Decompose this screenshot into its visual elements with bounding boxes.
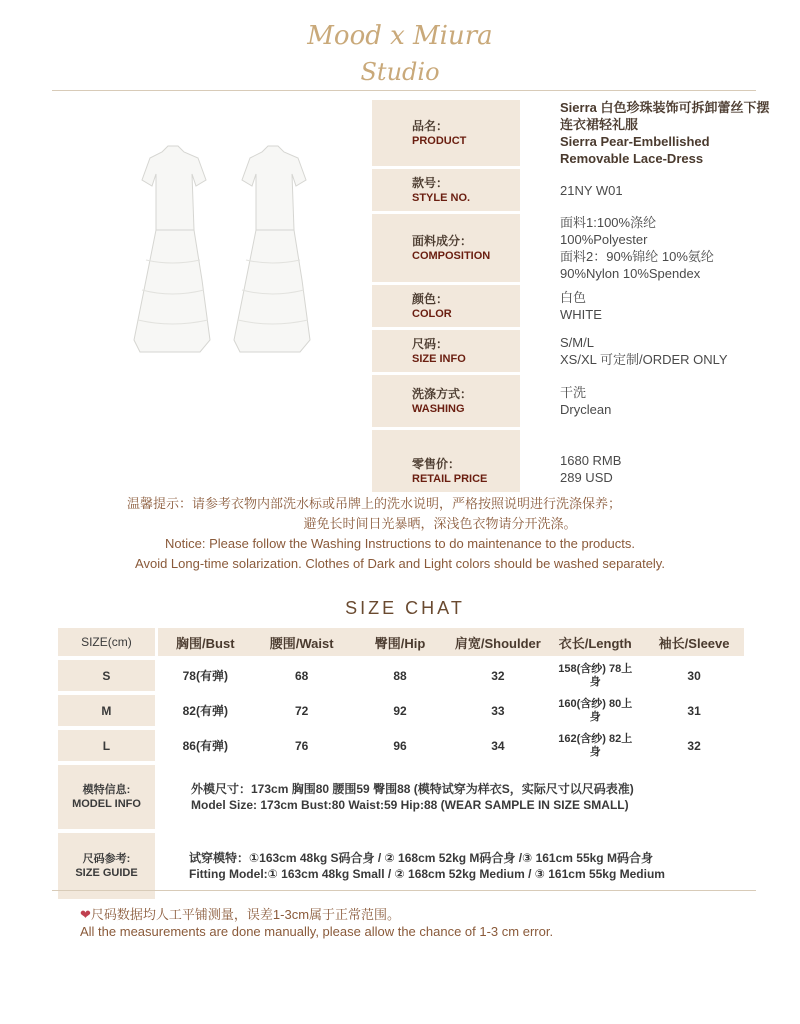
spec-value-line: S/M/L bbox=[560, 335, 594, 350]
spec-label bbox=[372, 169, 520, 211]
spec-row-retail-price bbox=[372, 430, 782, 492]
table-row bbox=[58, 695, 744, 726]
spec-label-en: STYLE NO. bbox=[412, 192, 471, 204]
length-line: 身 bbox=[589, 710, 601, 723]
hip-cell: 88 bbox=[393, 668, 407, 683]
table-row bbox=[58, 730, 744, 761]
bust-cell: 86(有弹) bbox=[182, 739, 228, 753]
spec-label-cn: 颜色： bbox=[412, 292, 449, 306]
spec-value-line: Sierra Pear-Embellished bbox=[560, 134, 710, 149]
waist-cell: 72 bbox=[294, 703, 309, 718]
length-cell bbox=[546, 730, 644, 761]
measurement-note bbox=[80, 906, 553, 940]
spec-value-line: Dryclean bbox=[560, 402, 612, 417]
spec-value-line: 21NY W01 bbox=[560, 182, 623, 198]
model-info-label-en: MODEL INFO bbox=[72, 798, 141, 810]
spec-label-cn: 品名： bbox=[412, 119, 449, 133]
product-spec-table bbox=[372, 100, 782, 495]
spec-value-line: 白色 bbox=[560, 290, 587, 305]
product-image bbox=[120, 140, 330, 370]
size-cell: L bbox=[58, 730, 155, 761]
model-info-label bbox=[58, 765, 155, 829]
length-line: 162(含纱) 82上 bbox=[558, 732, 633, 745]
size-cell: S bbox=[58, 660, 155, 691]
model-info-label-cn: 模特信息: bbox=[82, 784, 131, 796]
heart-icon: ❤ bbox=[80, 907, 91, 922]
spec-value bbox=[520, 430, 782, 492]
spec-value-line: 面料1:100%涤纶 bbox=[560, 215, 657, 230]
sleeve-cell: 31 bbox=[687, 703, 701, 718]
header-cell-shoulder: 肩宽/Shoulder bbox=[449, 628, 546, 656]
spec-value-line: WHITE bbox=[560, 307, 602, 322]
size-cell: M bbox=[58, 695, 155, 726]
spec-label bbox=[372, 100, 520, 166]
header-cell-size: SIZE(cm) bbox=[58, 628, 155, 656]
spec-label-en: WASHING bbox=[412, 403, 465, 415]
spec-label bbox=[372, 375, 520, 427]
spec-label bbox=[372, 285, 520, 327]
header-cell-bust: 胸围/Bust bbox=[158, 628, 253, 656]
spec-label bbox=[372, 330, 520, 372]
spec-value bbox=[520, 214, 782, 282]
size-chart-title: SIZE CHAT bbox=[345, 598, 465, 618]
brand-logo bbox=[0, 14, 800, 94]
spec-value bbox=[520, 330, 782, 372]
table-row bbox=[58, 660, 744, 691]
brand-line-2: Studio bbox=[360, 58, 440, 86]
spec-value-line: 1680 RMB bbox=[560, 453, 622, 468]
table-bottom-divider bbox=[52, 890, 756, 891]
notice-line-cn-2: 避免长时间日光暴晒，深浅色衣物请分开洗涤。 bbox=[303, 516, 577, 531]
care-notice bbox=[0, 494, 800, 574]
measurement-note-cn-text: 尺码数据均人工平铺测量，误差1-3cm属于正常范围。 bbox=[90, 907, 401, 922]
waist-cell: 68 bbox=[294, 668, 309, 683]
waist-cell: 76 bbox=[294, 738, 309, 753]
spec-label-en: COMPOSITION bbox=[412, 250, 491, 262]
spec-value-line: 289 USD bbox=[560, 470, 613, 485]
dress-illustration bbox=[120, 140, 330, 370]
spec-value bbox=[520, 285, 782, 327]
model-info-row bbox=[58, 765, 744, 829]
notice-line-en-2: Avoid Long-time solarization. Clothes of Dark and Light colors should be washed separately. bbox=[135, 556, 665, 571]
length-line: 160(含纱) 80上 bbox=[558, 697, 633, 710]
size-guide-line: 试穿模特：①163cm 48kg S码合身 / ② 168cm 52kg M码合身 /③ 161cm 55kg M码合身 bbox=[189, 851, 653, 865]
size-chart-table bbox=[58, 628, 744, 899]
spec-row-product bbox=[372, 100, 782, 166]
measurement-note-en: All the measurements are done manually, please allow the chance of 1-3 cm error. bbox=[80, 924, 554, 939]
spec-label bbox=[372, 430, 520, 492]
header-cell-length: 衣长/Length bbox=[546, 628, 644, 656]
sleeve-cell: 30 bbox=[687, 668, 701, 683]
brand-line-1: Mood x Miura bbox=[307, 21, 493, 51]
spec-value-line: 90%Nylon 10%Spendex bbox=[560, 266, 701, 281]
bust-cell: 82(有弹) bbox=[182, 704, 228, 718]
size-guide-label-en: SIZE GUIDE bbox=[75, 867, 138, 879]
measurement-note-cn bbox=[80, 906, 553, 923]
length-cell bbox=[546, 695, 644, 726]
shoulder-cell: 33 bbox=[491, 703, 505, 718]
length-cell bbox=[546, 660, 644, 691]
model-info-line: Model Size: 173cm Bust:80 Waist:59 Hip:88 (WEAR SAMPLE IN SIZE SMALL) bbox=[191, 798, 629, 812]
spec-value-line: Sierra 白色珍珠装饰可拆卸蕾丝下摆 bbox=[560, 100, 770, 115]
spec-value-line: 100%Polyester bbox=[560, 232, 648, 247]
sleeve-cell: 32 bbox=[687, 738, 701, 753]
spec-value-line: 连衣裙轻礼服 bbox=[560, 117, 639, 132]
size-chart-header-row bbox=[58, 628, 744, 656]
spec-label bbox=[372, 214, 520, 282]
spec-label-en: PRODUCT bbox=[412, 135, 467, 147]
size-guide-label-cn: 尺码参考: bbox=[82, 853, 131, 865]
spec-value-line: XS/XL 可定制/ORDER ONLY bbox=[560, 352, 728, 367]
spec-row-washing bbox=[372, 375, 782, 427]
spec-label-cn: 面料成分： bbox=[412, 234, 473, 248]
spec-label-en: RETAIL PRICE bbox=[412, 473, 488, 485]
header-cell-waist: 腰围/Waist bbox=[253, 628, 351, 656]
size-guide-line: Fitting Model:① 163cm 48kg Small / ② 168cm 52kg Medium / ③ 161cm 55kg Medium bbox=[189, 867, 665, 881]
shoulder-cell: 34 bbox=[491, 738, 505, 753]
shoulder-cell: 32 bbox=[491, 668, 505, 683]
spec-label-cn: 洗涤方式： bbox=[412, 387, 473, 401]
length-line: 身 bbox=[589, 675, 601, 688]
brand-logo-script bbox=[0, 14, 800, 94]
spec-label-cn: 零售价： bbox=[412, 457, 461, 471]
spec-row-composition bbox=[372, 214, 782, 282]
spec-label-en: COLOR bbox=[412, 308, 452, 320]
spec-row-style-no bbox=[372, 169, 782, 211]
notice-line-cn-1: 温馨提示：请参考衣物内部洗水标或吊牌上的洗水说明，严格按照说明进行洗涤保养； bbox=[126, 496, 621, 511]
spec-row-color bbox=[372, 285, 782, 327]
spec-value-line: Removable Lace-Dress bbox=[560, 151, 704, 166]
model-info-text bbox=[155, 765, 634, 829]
notice-line-en-1: Notice: Please follow the Washing Instructions to do maintenance to the products. bbox=[165, 536, 635, 551]
hip-cell: 96 bbox=[393, 738, 407, 753]
hip-cell: 92 bbox=[393, 703, 407, 718]
spec-value-line: 面料2：90%锦纶 10%氨纶 bbox=[560, 249, 714, 264]
length-line: 身 bbox=[589, 745, 601, 758]
header-cell-sleeve: 袖长/Sleeve bbox=[644, 628, 744, 656]
spec-row-size-info bbox=[372, 330, 782, 372]
header-divider bbox=[52, 90, 756, 91]
model-info-line: 外模尺寸：173cm 胸围80 腰围59 臀围88 (模特试穿为样衣S，实际尺寸以尺码表准) bbox=[191, 782, 634, 796]
spec-value bbox=[520, 100, 782, 166]
bust-cell: 78(有弹) bbox=[182, 669, 228, 683]
spec-label-cn: 款号： bbox=[412, 176, 449, 190]
spec-value bbox=[520, 375, 782, 427]
spec-label-en: SIZE INFO bbox=[412, 353, 466, 365]
spec-label-cn: 尺码： bbox=[412, 337, 449, 351]
header-cell-hip: 臀围/Hip bbox=[351, 628, 450, 656]
spec-value-line: 干洗 bbox=[560, 385, 587, 400]
length-line: 158(含纱) 78上 bbox=[558, 662, 633, 675]
spec-value bbox=[520, 169, 782, 211]
